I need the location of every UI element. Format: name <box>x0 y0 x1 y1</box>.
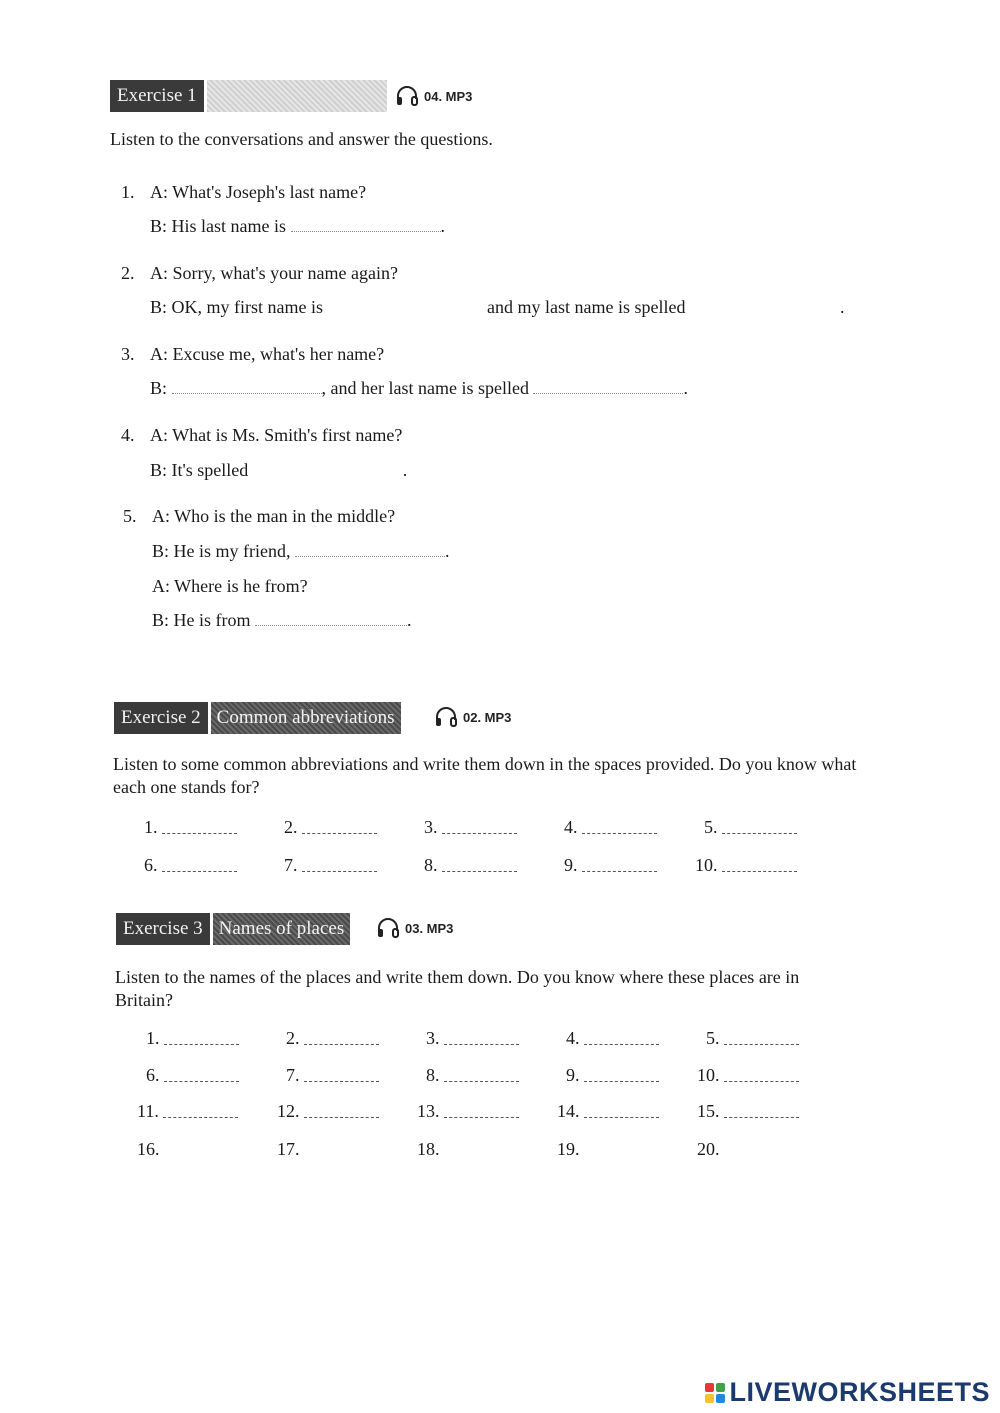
exercise-3-audio[interactable] <box>376 917 453 939</box>
exercise-3-instruction: Listen to the names of the places and write them down. Do you know where these places are in Britain? <box>115 967 800 1010</box>
brand-text: LIVEWORKSHEETS <box>729 1377 990 1407</box>
answer-line: B: His last name is . <box>150 216 445 236</box>
place-blank[interactable]: 5. <box>706 1028 799 1049</box>
exercise-2-audio[interactable] <box>434 706 511 728</box>
answer-line: B: He is from . <box>152 610 412 630</box>
place-blank[interactable]: 18. <box>417 1139 440 1159</box>
answer-line: B: It's spelled . <box>150 460 408 480</box>
abbreviation-blank[interactable]: 7. <box>284 855 377 876</box>
answer-blank[interactable] <box>172 379 322 394</box>
answer-line: B: He is my friend, . <box>152 541 450 561</box>
place-blank[interactable]: 7. <box>286 1065 379 1086</box>
place-blank[interactable]: 6. <box>146 1065 239 1086</box>
question-number: 4. <box>121 425 135 445</box>
place-blank[interactable]: 16. <box>137 1139 160 1159</box>
answer-blank[interactable] <box>291 217 441 232</box>
exercise-1-title-bar <box>207 80 387 112</box>
abbreviation-blank[interactable]: 9. <box>564 855 657 876</box>
place-blank[interactable]: 10. <box>697 1065 799 1086</box>
answer-line: B: OK, my first name is and my last name is spelled . <box>150 297 845 317</box>
exercise-1-instruction: Listen to the conversations and answer the questions. <box>110 129 493 149</box>
abbreviation-blank[interactable]: 5. <box>704 817 797 838</box>
question-line: A: What is Ms. Smith's first name? <box>150 425 403 445</box>
audio-filename: 03. MP3 <box>405 920 454 936</box>
exercise-1-audio[interactable] <box>395 85 472 107</box>
place-blank[interactable]: 11. <box>137 1101 238 1122</box>
liveworksheets-logo <box>705 1377 990 1408</box>
place-blank[interactable]: 12. <box>277 1101 379 1122</box>
exercise-3-label: Exercise 3 <box>116 913 210 945</box>
abbreviation-blank[interactable]: 10. <box>695 855 797 876</box>
abbreviation-blank[interactable]: 8. <box>424 855 517 876</box>
question-line: A: Where is he from? <box>152 576 308 596</box>
question-number: 3. <box>121 344 135 364</box>
headphones-icon <box>395 85 419 107</box>
answer-blank[interactable] <box>255 611 407 626</box>
place-blank[interactable]: 14. <box>557 1101 659 1122</box>
question-number: 2. <box>121 263 135 283</box>
answer-line: B: , and her last name is spelled . <box>150 378 688 398</box>
exercise-2-instruction: Listen to some common abbreviations and write them down in the spaces provided. Do you know what each one stands for? <box>113 754 857 797</box>
exercise-1-header <box>110 80 387 112</box>
place-blank[interactable]: 17. <box>277 1139 300 1159</box>
exercise-2-title: Common abbreviations <box>211 702 401 734</box>
question-number: 5. <box>123 506 137 526</box>
exercise-3-title: Names of places <box>213 913 351 945</box>
question-line: A: Who is the man in the middle? <box>152 506 396 526</box>
place-blank[interactable]: 15. <box>697 1101 799 1122</box>
answer-blank[interactable] <box>295 542 445 557</box>
abbreviation-blank[interactable]: 2. <box>284 817 377 838</box>
abbreviation-blank[interactable]: 4. <box>564 817 657 838</box>
abbreviation-blank[interactable]: 1. <box>144 817 237 838</box>
answer-blank[interactable] <box>253 462 403 476</box>
answer-blank[interactable] <box>533 379 683 394</box>
place-blank[interactable]: 13. <box>417 1101 519 1122</box>
place-blank[interactable]: 4. <box>566 1028 659 1049</box>
answer-blank[interactable] <box>690 299 840 313</box>
place-blank[interactable]: 3. <box>426 1028 519 1049</box>
place-blank[interactable]: 19. <box>557 1139 580 1159</box>
exercise-2-label: Exercise 2 <box>114 702 208 734</box>
question-line: A: Excuse me, what's her name? <box>150 344 385 364</box>
place-blank[interactable]: 1. <box>146 1028 239 1049</box>
place-blank[interactable]: 9. <box>566 1065 659 1086</box>
abbreviation-blank[interactable]: 6. <box>144 855 237 876</box>
question-line: A: Sorry, what's your name again? <box>150 263 399 283</box>
question-number: 1. <box>121 182 135 202</box>
exercise-2-header <box>114 702 401 734</box>
question-line: A: What's Joseph's last name? <box>150 182 367 202</box>
headphones-icon <box>434 706 458 728</box>
liveworksheets-logo-icon <box>705 1383 725 1403</box>
place-blank[interactable]: 20. <box>697 1139 720 1159</box>
place-blank[interactable]: 2. <box>286 1028 379 1049</box>
abbreviation-blank[interactable]: 3. <box>424 817 517 838</box>
headphones-icon <box>376 917 400 939</box>
audio-filename: 04. MP3 <box>424 88 473 104</box>
audio-filename: 02. MP3 <box>463 709 512 725</box>
exercise-1-label: Exercise 1 <box>110 80 204 112</box>
answer-blank[interactable] <box>328 299 483 313</box>
exercise-3-header <box>116 913 350 945</box>
place-blank[interactable]: 8. <box>426 1065 519 1086</box>
